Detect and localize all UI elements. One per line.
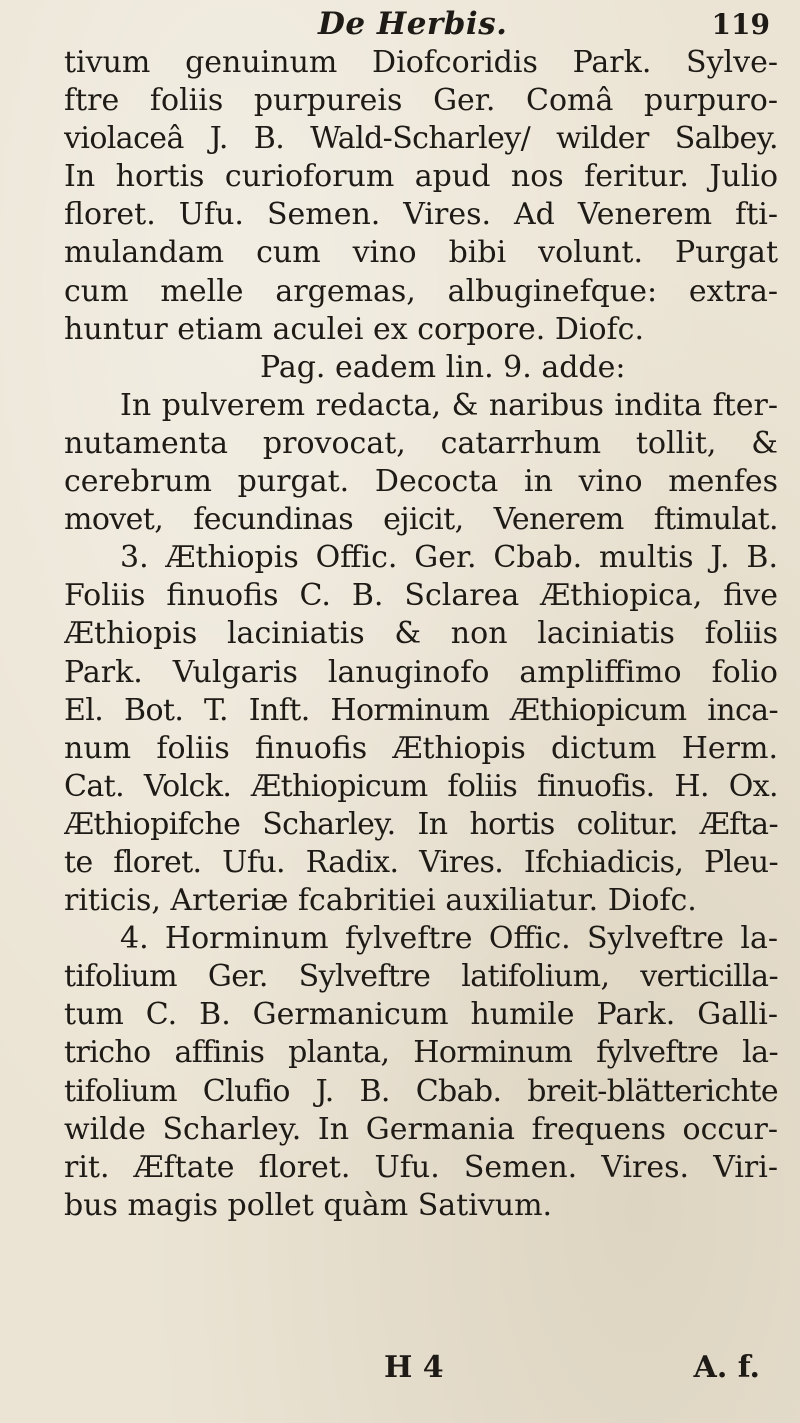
- text-line: cum melle argemas, albuginefque: extra-: [64, 273, 778, 309]
- page-footer: [0, 1350, 800, 1390]
- text-line: tifolium Ger. Sylveftre latifolium, verticilla-: [64, 959, 778, 995]
- text-line: nutamenta provocat, catarrhum tollit, &: [64, 425, 778, 461]
- text-line: riticis, Arteriæ fcabritiei auxiliatur. Diofc.: [64, 883, 697, 919]
- text-line: El. Bot. T. Inft. Horminum Æthiopicum inca-: [64, 692, 778, 728]
- text-line: huntur etiam aculei ex corpore. Diofc.: [64, 311, 644, 347]
- text-line: mulandam cum vino bibi volunt. Purgat: [64, 235, 778, 271]
- text-line: tum C. B. Germanicum humile Park. Galli-: [64, 997, 778, 1033]
- text-line: 3. Æthiopis Offic. Ger. Cbab. multis J. B.: [120, 540, 778, 576]
- text-line: tifolium Clufio J. B. Cbab. breit-blätterichte: [64, 1073, 778, 1109]
- text-line: movet, fecundinas ejicit, Venerem ftimulat.: [64, 502, 778, 538]
- text-line: tricho affinis planta, Horminum fylveftre la-: [64, 1035, 778, 1071]
- body-text: [64, 44, 778, 1225]
- text-line: In pulverem redacta, & naribus indita fter-: [120, 387, 778, 423]
- text-line: floret. Ufu. Semen. Vires. Ad Venerem fti-: [64, 197, 778, 233]
- text-line: Park. Vulgaris lanuginofo ampliffimo folio: [64, 654, 778, 690]
- running-head: De Herbis.: [318, 6, 508, 42]
- text-line: Æthiopis laciniatis & non laciniatis foliis: [64, 616, 778, 652]
- catchword: A. f.: [693, 1350, 760, 1385]
- text-line: wilde Scharley. In Germania frequens occur-: [64, 1111, 778, 1147]
- page-header: [0, 6, 800, 40]
- text-line: violaceâ J. B. Wald-Scharley/ wilder Salbey.: [64, 121, 778, 157]
- text-line: cerebrum purgat. Decocta in vino menfes: [64, 464, 778, 500]
- text-line: Cat. Volck. Æthiopicum foliis finuofis. H. Ox.: [64, 768, 778, 804]
- text-line: Foliis finuofis C. B. Sclarea Æthiopica, five: [64, 578, 778, 614]
- section-heading: Pag. eadem lin. 9. adde:: [260, 349, 626, 385]
- text-line: bus magis pollet quàm Sativum.: [64, 1187, 553, 1223]
- signature-mark: H 4: [384, 1350, 444, 1385]
- text-line: Æthiopifche Scharley. In hortis colitur. Æfta-: [64, 806, 778, 842]
- text-line: ftre foliis purpureis Ger. Comâ purpuro-: [64, 83, 778, 119]
- text-line: rit. Æftate floret. Ufu. Semen. Vires. Viri-: [64, 1149, 778, 1185]
- text-line: num foliis finuofis Æthiopis dictum Herm.: [64, 730, 778, 766]
- text-line: te floret. Ufu. Radix. Vires. Ifchiadicis, Pleu-: [64, 844, 778, 880]
- text-line: tivum genuinum Diofcoridis Park. Sylve-: [64, 45, 778, 80]
- text-line: 4. Horminum fylveftre Offic. Sylveftre la-: [120, 921, 778, 957]
- page-number: 119: [711, 8, 770, 41]
- text-line: In hortis curioforum apud nos feritur. Julio: [64, 159, 778, 195]
